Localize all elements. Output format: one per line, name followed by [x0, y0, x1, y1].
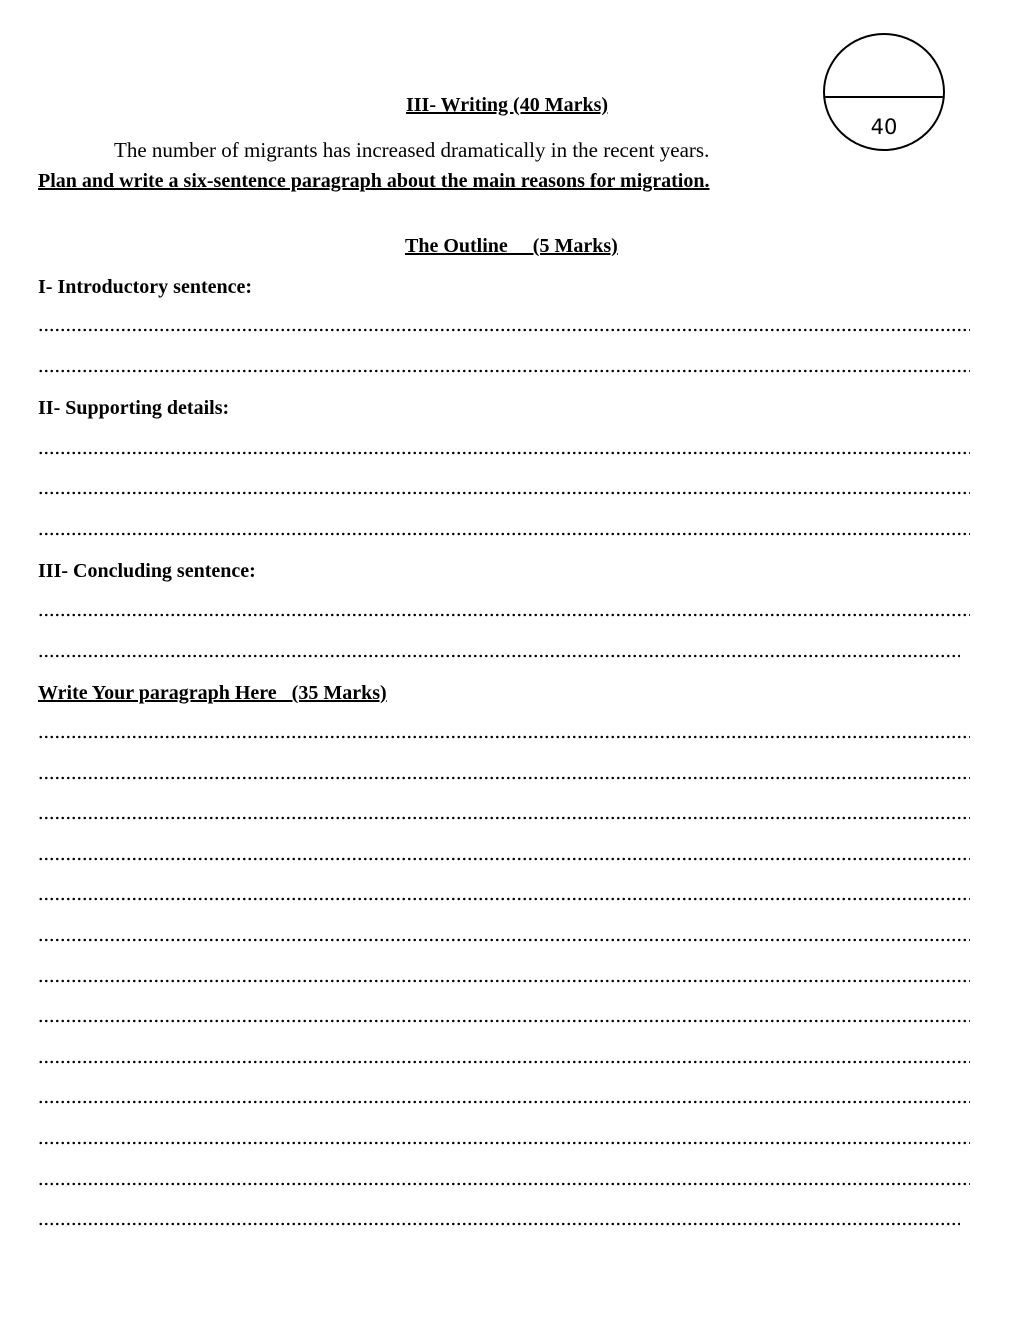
- introductory-answer-line[interactable]: [38, 367, 970, 375]
- paragraph-line[interactable]: [38, 1220, 960, 1228]
- score-circle: [823, 33, 945, 151]
- introductory-sentence-label: I- Introductory sentence:: [38, 276, 253, 298]
- writing-instruction: Plan and write a six-sentence paragraph about the main reasons for migration.: [38, 170, 710, 192]
- paragraph-line[interactable]: [38, 774, 970, 782]
- paragraph-line[interactable]: [38, 814, 970, 822]
- score-total: 40: [870, 115, 898, 139]
- paragraph-line[interactable]: [38, 1180, 970, 1188]
- writing-prompt: The number of migrants has increased dramatically in the recent years.: [114, 138, 710, 162]
- paragraph-line[interactable]: [38, 1058, 970, 1066]
- concluding-answer-line[interactable]: [38, 611, 970, 619]
- supporting-answer-line[interactable]: [38, 449, 970, 457]
- outline-title: The Outline (5 Marks): [405, 235, 618, 257]
- supporting-answer-line[interactable]: [38, 530, 970, 538]
- paragraph-line[interactable]: [38, 977, 970, 985]
- paragraph-line[interactable]: [38, 936, 970, 944]
- paragraph-line[interactable]: [38, 1139, 970, 1147]
- concluding-answer-line[interactable]: [38, 652, 960, 660]
- concluding-sentence-label: III- Concluding sentence:: [38, 560, 256, 582]
- paragraph-line[interactable]: [38, 733, 970, 741]
- paragraph-line[interactable]: [38, 1098, 970, 1106]
- section-title: III- Writing (40 Marks): [405, 94, 609, 116]
- paragraph-line[interactable]: [38, 855, 970, 863]
- paragraph-label: Write Your paragraph Here (35 Marks): [38, 682, 387, 704]
- supporting-answer-line[interactable]: [38, 489, 970, 497]
- paragraph-line[interactable]: [38, 1017, 970, 1025]
- introductory-answer-line[interactable]: [38, 326, 970, 334]
- paragraph-line[interactable]: [38, 895, 970, 903]
- supporting-details-label: II- Supporting details:: [38, 397, 230, 419]
